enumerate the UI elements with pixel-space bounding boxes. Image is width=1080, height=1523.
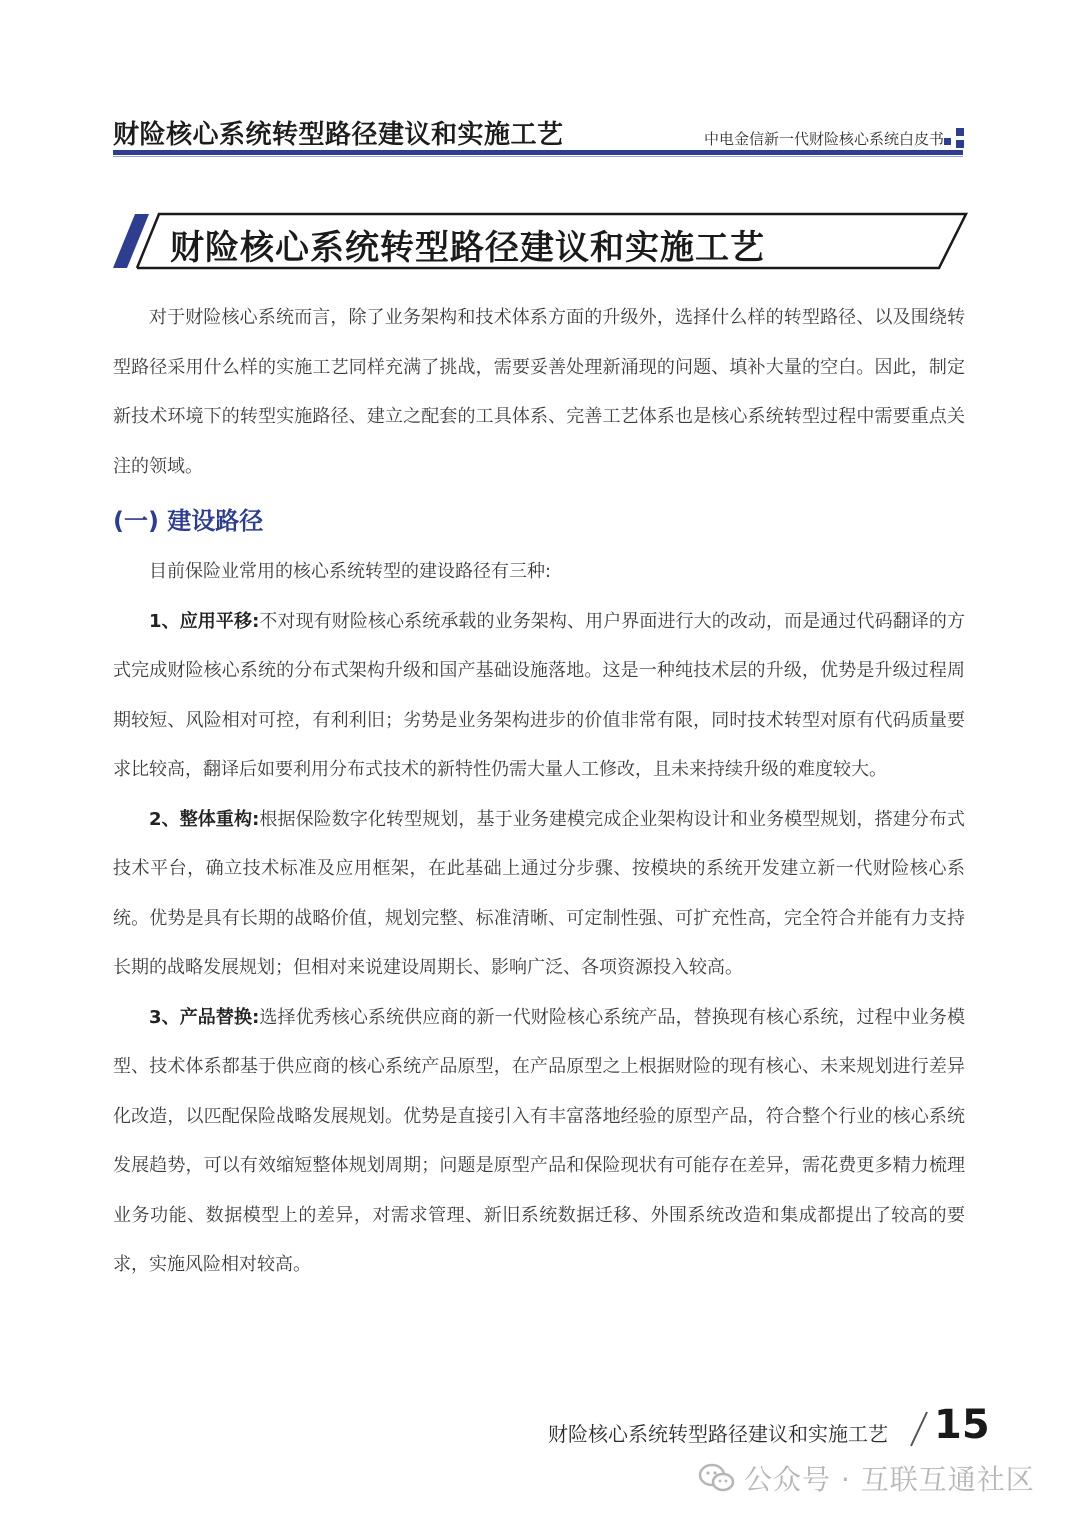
path-item-text: 选择优秀核心系统供应商的新一代财险核心系统产品，替换现有核心系统，过程中业务模型、技术体系都基于供应商的核心系统产品原型，在产品原型之上根据财险的现有核心、未来规划进行差异化改造，以匹配保险战略发展规划。优势是直接引入有丰富落地经验的原型产品，符合整个行业的核心系统发展趋势，可以有效缩短整体规划周期；问题是原型产品和保险现状有可能存在差异，需花费更多精力梳理业务功能、数据模型上的差异，对需求管理、新旧系统数据迁移、外围系统改造和集成都提出了较高的要求，实施风险相对较高。 (113, 1006, 965, 1275)
path-item-label: 2、整体重构: (149, 808, 260, 830)
path-item-label: 1、应用平移: (149, 610, 260, 632)
path-item-label: 3、产品替换: (149, 1006, 260, 1028)
header-title: 财险核心系统转型路径建议和实施工艺 (113, 120, 564, 150)
path-item (113, 597, 965, 795)
page-content (113, 293, 965, 1290)
path-item (113, 795, 965, 993)
watermark (698, 1458, 1035, 1498)
path-item-text: 根据保险数字化转型规划，基于业务建模完成企业架构设计和业务模型规划，搭建分布式技术平台，确立技术标准及应用框架，在此基础上通过分步骤、按模块的系统开发建立新一代财险核心系统。优势是具有长期的战略价值，规划完整、标准清晰、可定制性强、可扩充性高，完全符合并能有力支持长期的战略发展规划；但相对来说建设周期长、影响广泛、各项资源投入较高。 (113, 808, 965, 978)
footer-slash-divider (905, 1410, 935, 1448)
page-number: 15 (934, 1402, 990, 1448)
page-header (0, 0, 1080, 175)
intro-paragraph: 对于财险核心系统而言，除了业务架构和技术体系方面的升级外，选择什么样的转型路径、以及围绕转型路径采用什么样的实施工艺同样充满了挑战，需要妥善处理新涌现的问题、填补大量的空白。因此，制定新技术环境下的转型实施路径、建立之配套的工具体系、完善工艺体系也是核心系统转型过程中需要重点关注的领域。 (113, 307, 965, 477)
wechat-icon (698, 1462, 736, 1494)
header-squares-icon (940, 128, 966, 150)
section-title: 财险核心系统转型路径建议和实施工艺 (170, 228, 765, 268)
header-rule (113, 150, 963, 155)
footer-chapter-title: 财险核心系统转型路径建议和实施工艺 (548, 1422, 888, 1446)
path-item (113, 993, 965, 1290)
path-item-text: 不对现有财险核心系统承载的业务架构、用户界面进行大的改动，而是通过代码翻译的方式完成财险核心系统的分布式架构升级和国产基础设施落地。这是一种纯技术层的升级，优势是升级过程周期较短、风险相对可控，有利利旧；劣势是业务架构进步的价值非常有限，同时技术转型对原有代码质量要求比较高，翻译后如要利用分布式技术的新特性仍需大量人工修改，且未来持续升级的难度较大。 (113, 610, 965, 780)
header-rule-thin (113, 156, 963, 157)
subsection-heading: (一) 建设路径 (113, 507, 264, 535)
watermark-text: 公众号 · 互联互通社区 (744, 1463, 1035, 1496)
header-subtitle: 中电金信新一代财险核心系统白皮书 (703, 130, 944, 148)
subsection-lead: 目前保险业常用的核心系统转型的建设路径有三种: (149, 561, 552, 582)
